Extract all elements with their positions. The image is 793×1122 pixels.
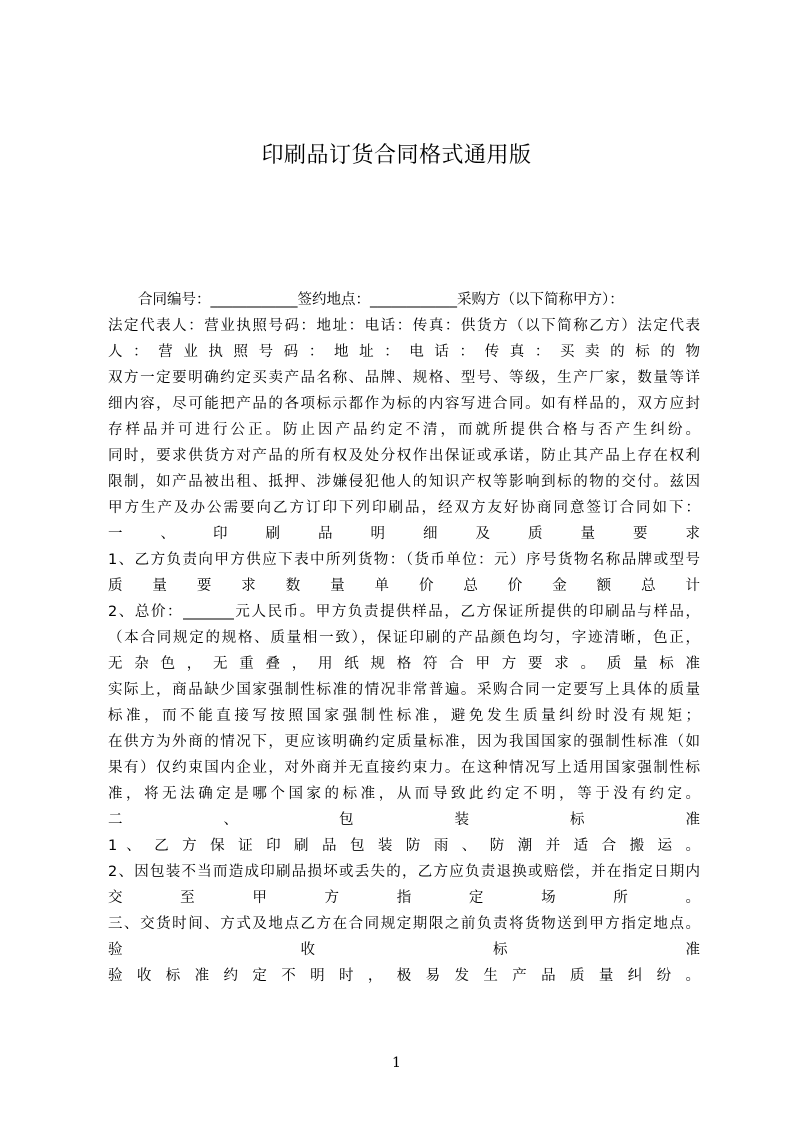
text-line: 1 、 乙 方 保 证 印 刷 品 包 装 防 雨 、 防 潮 并 适 合 搬 运 。 <box>108 838 700 854</box>
subsection-heading: 验 收 标 准 <box>108 942 700 958</box>
contract-body <box>108 287 700 989</box>
section-heading: 一 、 印 刷 品 明 细 及 质 量 要 求 <box>108 526 700 542</box>
document-title: 印刷品订货合同格式通用版 <box>261 143 532 168</box>
page-number: 1 <box>392 1055 401 1071</box>
text-line: 实际上，商品缺少国家强制性标准的情况非常普遍。采购合同一定要写上具体的质量 <box>108 682 700 698</box>
text-line: 细内容，尽可能把产品的各项标示都作为标的内容写进合同。如有样品的，双方应封 <box>108 396 700 412</box>
text-line: 验 收 标 准 约 定 不 明 时 ， 极 易 发 生 产 品 质 量 纠 纷 。 <box>108 968 700 984</box>
text-line: 果有）仅约束国内企业，对外商并无直接约束力。在这种情况写上适用国家强制性标 <box>108 760 700 776</box>
text-line: 1、乙方负责向甲方供应下表中所列货物：（货币单位：元）序号货物名称品牌或型号 <box>108 552 700 568</box>
text-line: 无 杂 色 ， 无 重 叠 ， 用 纸 规 格 符 合 甲 方 要 求 。 质 量 标 准 <box>108 656 700 672</box>
text-line: 在供方为外商的情况下，更应该明确约定质量标准，因为我国国家的强制性标准（如 <box>108 734 700 750</box>
text-line: 准，将无法确定是哪个国家的标准，从而导致此约定不明，等于没有约定。 <box>108 786 700 802</box>
section-heading: 三、交货时间、方式及地点乙方在合同规定期限之前负责将货物送到甲方指定地点。 <box>108 916 700 932</box>
text-line: 甲方生产及办公需要向乙方订印下列印刷品，经双方友好协商同意签订合同如下： <box>108 500 700 516</box>
section-heading: 二 、 包 装 标 准 <box>108 812 700 828</box>
text-line: 2、因包装不当而造成印刷品损坏或丢失的，乙方应负责退换或赔偿，并在指定日期内 <box>108 864 700 880</box>
text-line: 同时，要求供货方对产品的所有权及处分权作出保证或承诺，防止其产品上存在权利 <box>108 448 700 464</box>
text-line: 法定代表人：营业执照号码：地址：电话：传真：供货方（以下简称乙方）法定代表 <box>108 318 700 334</box>
text-line: 人 ： 营 业 执 照 号 码 ： 地 址 ： 电 话 ： 传 真 ： 买 卖 的 标 的 物 <box>108 344 700 360</box>
text-line: 限制，如产品被出租、抵押、涉嫌侵犯他人的知识产权等影响到标的物的交付。兹因 <box>108 474 700 490</box>
text-line: 标准，而不能直接写按照国家强制性标准，避免发生质量纠纷时没有规矩； <box>108 708 700 724</box>
text-line: （本合同规定的规格、质量相一致），保证印刷的产品颜色均匀，字迹清晰，色正， <box>108 630 700 646</box>
text-line: 存样品并可进行公正。防止因产品约定不清，而就所提供合格与否产生纠纷。 <box>108 422 700 438</box>
text-line: 2、总价：_______元人民币。甲方负责提供样品，乙方保证所提供的印刷品与样品， <box>108 604 700 620</box>
text-line: 双方一定要明确约定买卖产品名称、品牌、规格、型号、等级，生产厂家，数量等详 <box>108 370 700 386</box>
text-line: 合同编号：____________签约地点：____________采购方（以下简称甲方）： <box>138 292 624 308</box>
table-header-line: 质 量 要 求 数 量 单 价 总 价 金 额 总 计 <box>108 578 700 594</box>
text-line: 交 至 甲 方 指 定 场 所 。 <box>108 890 700 906</box>
